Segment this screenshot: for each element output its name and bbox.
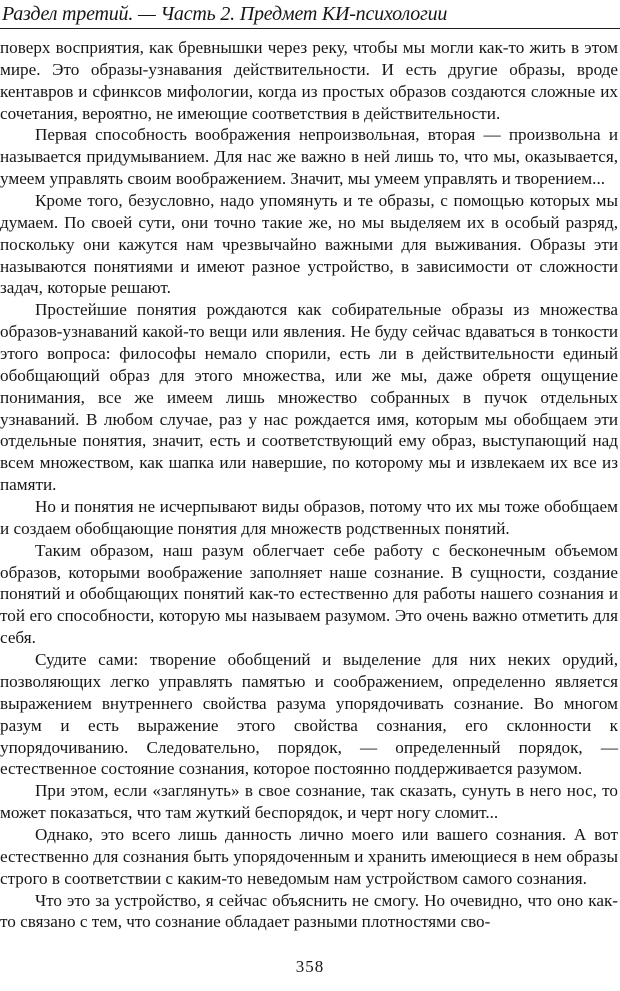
paragraph: При этом, если «заглянуть» в свое сознание, так сказать, сунуть в него нос, то может показаться, что там жуткий беспорядок, и черт ногу сломит... (0, 781, 618, 823)
header-rule (0, 28, 620, 29)
paragraph: Судите сами: творение обобщений и выделение для них неких орудий, позволяющих легко управлять памятью и соображением, определенно является выражением внутреннего свойства разума упорядочивать сознание. Во многом разум и есть выражение этого свойства сознания, его склонности к упорядочиванию. Следовательно, порядок, — определенный порядок, — естественное состояние сознания, которое постоянно поддерживается разумом. (0, 650, 618, 779)
running-head: Раздел третий. — Часть 2. Предмет КИ-психологии (2, 3, 448, 25)
paragraph: Что это за устройство, я сейчас объяснить не смогу. Но очевидно, что оно как-то связано с тем, что сознание обладает разными плотностями сво- (0, 890, 618, 932)
paragraph: поверх восприятия, как бревнышки через реку, чтобы мы могли как-то жить в этом мире. Это образы-узнавания действительности. И есть другие образы, вроде кентавров и сфинксов мифологии, когда из простых образов создаются сложные их сочетания, вероятно, не имеющие соответствия в действительности. (0, 38, 618, 123)
paragraph: Таким образом, наш разум облегчает себе работу с бесконечным объемом образов, которыми воображение заполняет наше сознание. В сущности, создание понятий и обобщающих понятий как-то естественно для работы нашего сознания и той его способности, которую мы называем разумом. Это очень важно отметить для себя. (0, 540, 618, 648)
page-number: 358 (295, 957, 325, 976)
paragraph: Однако, это всего лишь данность лично моего или вашего сознания. А вот естественно для сознания быть упорядоченным и хранить имеющиеся в нем образы строго в соответствии с каким-то неведомым нам устройством самого сознания. (0, 824, 618, 888)
paragraph: Простейшие понятия рождаются как собирательные образы из множества образов-узнаваний какой-то вещи или явления. Не буду сейчас вдаваться в тонкости этого вопроса: философы немало спорили, есть ли в действительности единый обобщающий образ для этого множества, или же мы, даже обретя ощущение понимания, все же имеем лишь множество собранных в пучок отдельных узнаваний. В любом случае, раз у нас рождается имя, которым мы обобщаем эти отдельные понятия, значит, есть и соответствующий ему образ, выступающий над всем множеством, как шапка или навершие, по которому мы и извлекаем их все из памяти. (0, 300, 618, 495)
body-text (0, 37, 618, 933)
paragraph: Первая способность воображения непроизвольная, вторая — произвольна и называется придумыванием. Для нас же важно в ней лишь то, что мы, оказывается, умеем управлять своим воображением. Значит, мы умеем управлять и творением... (0, 125, 618, 189)
paragraph: Но и понятия не исчерпывают виды образов, потому что их мы тоже обобщаем и создаем обобщающие понятия для множеств родственных понятий. (0, 497, 618, 538)
paragraph: Кроме того, безусловно, надо упомянуть и те образы, с помощью которых мы думаем. По своей сути, они точно такие же, но мы выделяем их в особый разряд, поскольку они кажутся нам чрезвычайно важными для выживания. Образы эти называются понятиями и имеют разное устройство, в зависимости от сложности задач, которые решают. (0, 191, 618, 298)
